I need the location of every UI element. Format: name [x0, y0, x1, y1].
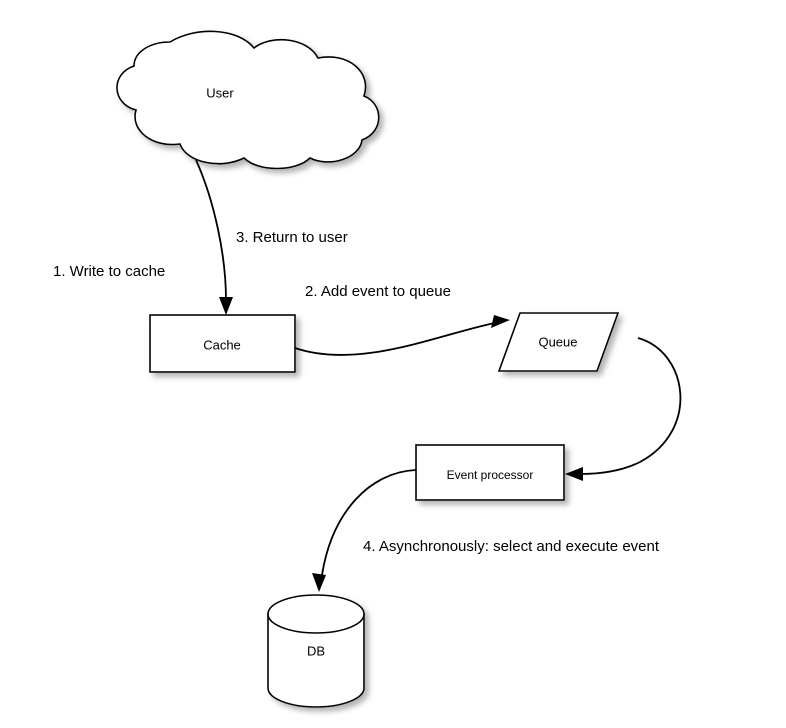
node-queue-label: Queue: [538, 334, 578, 350]
node-cache[interactable]: [150, 315, 295, 372]
edge-user-to-cache: [196, 160, 233, 315]
arrowhead-icon: [565, 467, 583, 481]
node-user[interactable]: [117, 31, 379, 168]
edge-event-processor-to-db: [312, 470, 416, 592]
node-queue[interactable]: [499, 313, 618, 371]
node-cache-label: Cache: [203, 337, 241, 353]
edge-label-write-to-cache: 1. Write to cache: [53, 263, 166, 280]
node-user-label: User: [206, 85, 234, 101]
node-db[interactable]: [268, 595, 364, 707]
arrowhead-icon: [312, 573, 326, 592]
node-db-label: DB: [306, 643, 326, 659]
arrowhead-icon: [219, 297, 233, 315]
edge-label-return-to-user: 3. Return to user: [236, 229, 348, 246]
edge-label-add-event-to-queue: 2. Add event to queue: [305, 283, 451, 300]
arrowhead-icon: [491, 315, 510, 328]
edge-label-async-select-execute: 4. Asynchronously: select and execute event: [363, 538, 660, 555]
node-event-processor[interactable]: [416, 445, 564, 500]
node-event-processor-label: Event processor: [446, 468, 534, 483]
edge-cache-to-queue: [295, 315, 510, 355]
